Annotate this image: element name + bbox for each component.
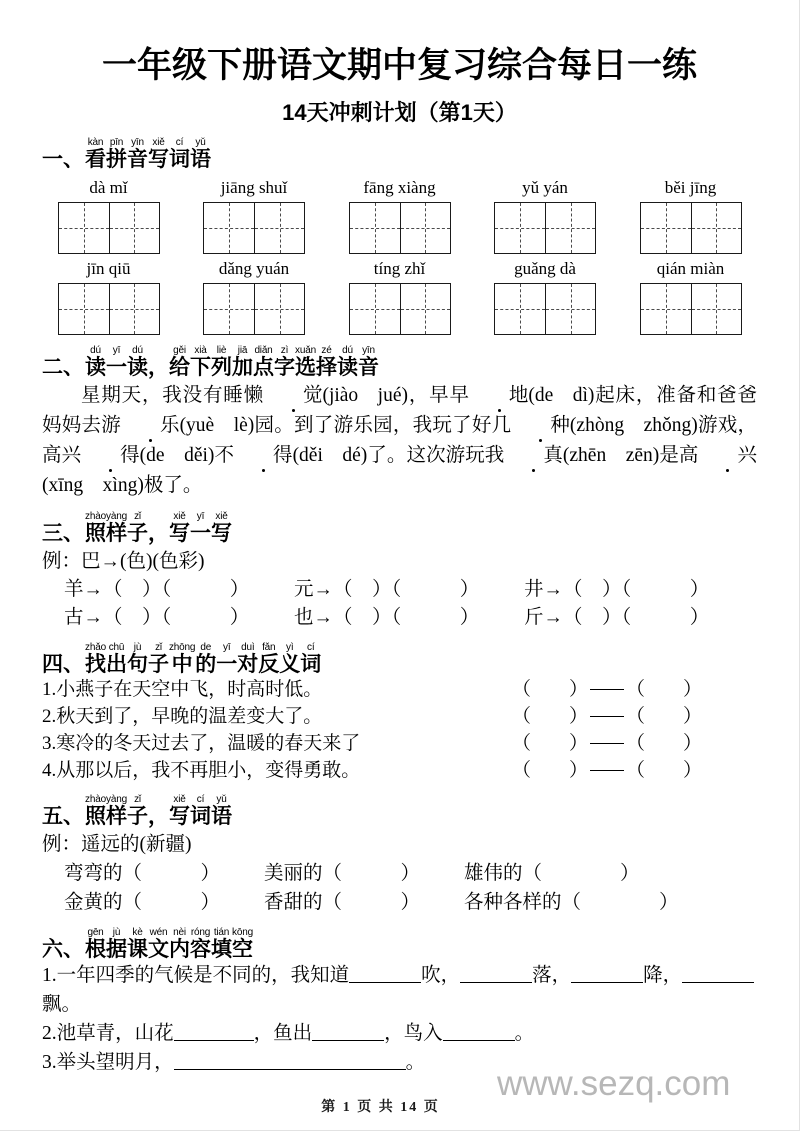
section5-item[interactable]: 弯弯的（ ） [64,863,221,884]
ruby-pinyin: zhōng [169,642,196,653]
section5-item[interactable]: 金黄的（ ） [64,892,221,913]
ruby-pinyin: xiě [173,794,186,805]
tianzi-cell[interactable] [495,203,545,253]
ruby-pinyin: yī [223,642,231,653]
ruby-char: 下 [190,356,211,379]
ruby-pinyin: yīn [131,137,144,148]
tianzi-cell[interactable] [545,203,595,253]
section5-example: 例：遥远的(新疆) [42,834,192,855]
section4-answer-pair[interactable] [512,757,702,784]
section4-sentence: 1.小燕子在天空中飞，时高时低。 [42,679,323,700]
answer-blank-left[interactable]: （ ） [512,760,589,781]
pinyin-grid-item [188,258,321,335]
ruby-pinyin: zhào [85,794,106,805]
pinyin-label: dǎng yuán [218,259,290,278]
ruby-char: 一 [106,356,127,379]
question-text: ，鱼出 [253,1023,313,1044]
ruby-pinyin: cí [175,137,184,148]
ruby-pinyin: jiā [237,345,248,356]
ruby-group-3b [169,511,232,545]
ruby-char: 反 [258,653,280,676]
section4-row [42,757,757,784]
pinyin-grid-item [188,177,321,254]
tianzi-cell[interactable] [59,203,109,253]
section5-row [42,859,757,888]
ruby-char: 择 [316,356,337,379]
ruby-pinyin: jù [133,642,142,653]
section3-item[interactable]: 井→（ ）（ ） [524,579,710,600]
ruby-pinyin: xiě [215,511,228,522]
tianzi-cell[interactable] [350,203,400,253]
ruby-pinyin: zǐ [155,642,162,653]
tianzi-cell[interactable] [495,284,545,334]
ruby-char: 词 [169,148,190,171]
ruby-char: 据 [106,938,127,961]
ruby-char: 子 [127,805,148,828]
section4-sentence: 3.寒冷的冬天过去了，温暖的春天来了 [42,733,361,754]
tianzi-cell[interactable] [254,203,304,253]
section4-sentence: 4.从那以后，我不再胆小，变得勇敢。 [42,760,361,781]
ruby-pinyin: kè [132,927,143,938]
link-dash [590,743,624,744]
question-text: 落， [532,965,572,986]
tianzi-cell[interactable] [545,284,595,334]
tianzi-cell[interactable] [204,284,254,334]
pinyin-grid-item [333,258,466,335]
ruby-pinyin: dú [90,345,101,356]
ruby-pinyin: yǔ [195,137,206,148]
ruby-char: 照 [85,805,106,828]
pinyin-grid-item [42,258,175,335]
tianzige-box[interactable] [349,283,451,335]
para-text: (zhēn zēn)是高 [562,445,699,466]
tianzige-box[interactable] [58,283,160,335]
ruby-char: 照 [85,522,106,545]
answer-blank[interactable] [443,1040,515,1041]
ruby-char: 子 [148,653,169,676]
ruby-group-2b [169,345,379,379]
section-heading-2 [42,345,757,379]
ruby-char: 列 [211,356,232,379]
section4-row [42,730,757,757]
answer-blank[interactable] [571,982,643,983]
section-number-4: 四、 [42,652,84,676]
ruby-char: 样 [106,805,127,828]
ruby-char: ， [148,522,169,545]
ruby-pinyin: kàn [87,137,104,148]
section6-question-3 [42,1048,757,1077]
ruby-char: 一 [190,522,211,545]
pinyin-grid-row [42,177,757,254]
question-text: 1.一年四季的气候是不同的，我知道 [42,965,350,986]
ruby-pinyin: pīn [109,137,124,148]
answer-blank-right[interactable]: （ ） [626,706,703,727]
ruby-pinyin: zhào [85,511,106,522]
section-heading-4 [42,642,757,676]
ruby-pinyin: zì [280,345,289,356]
ruby-pinyin: zé [321,345,332,356]
ruby-pinyin: gěi [173,345,186,356]
answer-blank-right[interactable]: （ ） [626,733,703,754]
ruby-char: 词 [300,653,322,676]
ruby-pinyin: xiě [152,137,165,148]
answer-blank[interactable] [174,1040,254,1041]
question-text: 吹， [421,965,461,986]
ruby-pinyin: xuǎn [295,345,316,356]
ruby-pinyin: yī [196,511,205,522]
tianzi-cell[interactable] [350,284,400,334]
ruby-pinyin: zǐ [134,794,141,805]
ruby-pinyin: duì [241,642,255,653]
para-text: 星期天，我没有睡懒 [81,385,264,406]
ruby-char: 义 [279,653,301,676]
answer-blank-left[interactable]: （ ） [512,706,589,727]
link-dash [590,716,624,717]
ruby-pinyin: zhǎo [85,642,106,653]
ruby-group-5b [169,794,232,828]
ruby-char: 对 [237,653,259,676]
pinyin-grid-item [624,177,757,254]
section-heading-6 [42,927,757,961]
ruby-pinyin: cí [196,794,205,805]
ruby-char: 拼 [106,148,127,171]
ruby-pinyin: wén [149,927,168,938]
section-number-3: 三、 [42,521,84,545]
question-text: 2.池草青，山花 [42,1023,174,1044]
para-text: (jiào jué)，早早 [322,385,470,406]
tianzi-cell[interactable] [204,203,254,253]
ruby-char: 语 [190,148,211,171]
ruby-char: 找 [85,653,106,676]
section4-row [42,703,757,730]
section3-row [42,604,757,632]
pinyin-grid-item [42,177,175,254]
tianzi-cell[interactable] [691,203,741,253]
section4-answer-pair[interactable] [512,676,702,703]
tianzige-box[interactable] [640,283,742,335]
ruby-char: 文 [148,938,169,961]
para-text: (de děi)不 [139,445,235,466]
dotted-char: 觉 [264,381,323,411]
ruby-pinyin: dú [342,345,353,356]
ruby-pinyin: xià [194,345,207,356]
ruby-pinyin: yàng [106,511,127,522]
ruby-char: 给 [169,356,190,379]
section-heading-5 [42,794,757,828]
section4-answer-pair[interactable] [512,730,702,757]
section6-question-1 [42,961,757,1019]
pinyin-label: běi jīng [664,178,717,197]
pinyin-grid-item [624,258,757,335]
ruby-char: 出 [106,653,127,676]
ruby-group-2a [85,345,169,379]
ruby-char: 课 [127,938,148,961]
para-text: (de dì)起床，准备和爸爸妈妈去游 [42,385,757,436]
ruby-pinyin: yī [112,345,121,356]
question-text: 。 [514,1023,535,1044]
ruby-char: 读 [337,356,358,379]
tianzige-box[interactable] [494,202,596,254]
section-number-2: 二、 [42,355,84,379]
section4-row [42,676,757,703]
question-text: 。 [405,1052,426,1073]
ruby-group-3a [85,511,169,545]
ruby-char: 字 [274,356,295,379]
tianzi-cell[interactable] [641,203,691,253]
link-dash [590,689,624,690]
tianzi-cell[interactable] [59,284,109,334]
pinyin-grid-item [479,258,612,335]
ruby-char: ， [148,356,169,379]
ruby-char: 加 [232,356,253,379]
tianzige-box[interactable] [58,202,160,254]
ruby-pinyin: fǎn [262,642,276,653]
tianzi-cell[interactable] [109,284,159,334]
ruby-pinyin: de [200,642,212,653]
ruby-char: 写 [148,148,169,171]
ruby-char: 子 [127,522,148,545]
tianzige-box[interactable] [203,283,305,335]
ruby-pinyin: dú [132,345,143,356]
ruby-char: 选 [295,356,316,379]
section5-item[interactable]: 美丽的（ ） [264,863,421,884]
question-text: ，鸟入 [384,1023,443,1044]
question-text: 3.举头望明月， [42,1052,174,1073]
dotted-char: 得 [234,441,293,471]
ruby-char: 的 [195,653,217,676]
answer-blank-right[interactable]: （ ） [626,760,703,781]
section-heading-1 [42,137,757,171]
tianzi-cell[interactable] [254,284,304,334]
section2-paragraph [42,381,757,501]
section-number-1: 一、 [42,147,84,171]
ruby-pinyin: chū [108,642,125,653]
pinyin-label: tíng zhǐ [373,259,426,278]
ruby-group-1 [85,137,211,171]
ruby-pinyin: yàng [106,794,127,805]
tianzi-cell[interactable] [109,203,159,253]
ruby-char: 样 [106,522,127,545]
pinyin-label: qián miàn [656,259,725,278]
link-dash [590,770,624,771]
ruby-char: 点 [253,356,274,379]
ruby-group-4 [85,642,321,676]
ruby-pinyin: yì [286,642,294,653]
ruby-pinyin: xiě [173,511,186,522]
ruby-char: 词 [190,805,211,828]
pinyin-label: fāng xiàng [363,178,436,197]
section3-item[interactable]: 也→（ ）（ ） [294,607,480,628]
site-watermark: www.sezq.com [497,1064,731,1103]
tianzi-cell[interactable] [400,203,450,253]
ruby-char: 音 [358,356,379,379]
tianzi-cell[interactable] [641,284,691,334]
answer-blank[interactable] [349,982,421,983]
ruby-char: 根 [85,938,106,961]
ruby-char: 写 [211,522,232,545]
page-title: 一年级下册语文期中复习综合每日一练 [101,46,697,85]
pinyin-grid-item [333,177,466,254]
ruby-char: 写 [169,522,190,545]
ruby-pinyin: yǔ [216,794,227,805]
answer-blank-left[interactable]: （ ） [512,733,589,754]
ruby-char: 空 [232,938,253,961]
para-text: (děi dé)了。这次游玩我 [292,445,505,466]
page-footer: 第 1 页 共 14 页 [321,1100,440,1115]
question-text: 降， [643,965,683,986]
tianzige-box[interactable] [203,202,305,254]
section3-item[interactable]: 羊→（ ）（ ） [64,579,250,600]
ruby-char: 内 [169,938,190,961]
pinyin-label: jiāng shuǐ [220,178,288,197]
ruby-pinyin: jù [112,927,121,938]
ruby-char: 句 [127,653,148,676]
answer-blank[interactable] [174,1069,406,1070]
dotted-char: 真 [504,441,563,471]
ruby-pinyin: róng [190,927,211,938]
dotted-char: 地 [470,381,529,411]
ruby-pinyin: nèi [173,927,186,938]
pinyin-label: dà mǐ [89,178,128,197]
section4-sentence: 2.秋天到了，早晚的温差变大了。 [42,706,323,727]
answer-blank[interactable] [460,982,532,983]
section3-example: 例：巴→(色)(色彩) [42,551,205,572]
section5-row [42,888,757,917]
ruby-pinyin: diǎn [254,345,273,356]
para-text: (yuè lè)园。到了游乐园，我玩了好几 [179,415,512,436]
pinyin-grid-block [42,177,757,335]
dotted-char: 兴 [699,441,758,471]
ruby-char: 读 [127,356,148,379]
ruby-char: 音 [127,148,148,171]
ruby-char: 填 [211,938,232,961]
dotted-char: 种 [511,411,570,441]
answer-blank-left[interactable]: （ ） [512,679,589,700]
ruby-char: 容 [190,938,211,961]
pinyin-label: guǎng dà [514,259,576,278]
ruby-char: 读 [85,356,106,379]
section3-item[interactable]: 古→（ ）（ ） [64,607,250,628]
answer-blank[interactable] [682,982,754,983]
ruby-char: ， [148,805,169,828]
pinyin-label: yǔ yán [522,178,568,197]
section-number-5: 五、 [42,804,84,828]
section-heading-3 [42,511,757,545]
tianzige-box[interactable] [494,283,596,335]
ruby-pinyin: tián [213,927,230,938]
section-number-6: 六、 [42,937,84,961]
ruby-pinyin: gēn [87,927,104,938]
dotted-char: 得 [81,441,140,471]
section5-item[interactable]: 各种各样的（ ） [464,892,679,913]
section5-item[interactable]: 香甜的（ ） [264,892,421,913]
section3-row [42,576,757,604]
ruby-char: 看 [85,148,106,171]
ruby-char: 语 [211,805,232,828]
para-text: (xīng xìng)极了。 [42,475,203,496]
section3-item[interactable]: 斤→（ ）（ ） [524,607,710,628]
section3-item[interactable]: 元→（ ）（ ） [294,579,480,600]
ruby-char: 中 [171,653,193,676]
ruby-pinyin: yīn [362,345,375,356]
tianzi-cell[interactable] [691,284,741,334]
ruby-pinyin: zǐ [134,511,141,522]
question-text: 飘。 [42,994,82,1015]
pinyin-label: jīn qiū [86,259,131,278]
section5-item[interactable]: 雄伟的（ ） [464,863,640,884]
ruby-pinyin: liè [216,345,227,356]
pinyin-grid-row [42,258,757,335]
ruby-pinyin: kōng [232,927,253,938]
ruby-group-5a [85,794,169,828]
ruby-char: 一 [216,653,238,676]
ruby-pinyin: cí [307,642,315,653]
dotted-char: 乐 [121,411,180,441]
answer-blank-right[interactable]: （ ） [626,679,703,700]
para-text: (zhòng zhǒng)游戏，高兴 [42,415,757,466]
tianzige-box[interactable] [349,202,451,254]
pinyin-grid-item [479,177,612,254]
tianzi-cell[interactable] [400,284,450,334]
ruby-char: 写 [169,805,190,828]
ruby-group-6 [85,927,253,961]
page-subtitle: 14天冲刺计划（第1天） [282,100,517,125]
tianzige-box[interactable] [640,202,742,254]
answer-blank[interactable] [312,1040,384,1041]
section6-question-2 [42,1019,757,1048]
section4-answer-pair[interactable] [512,703,702,730]
